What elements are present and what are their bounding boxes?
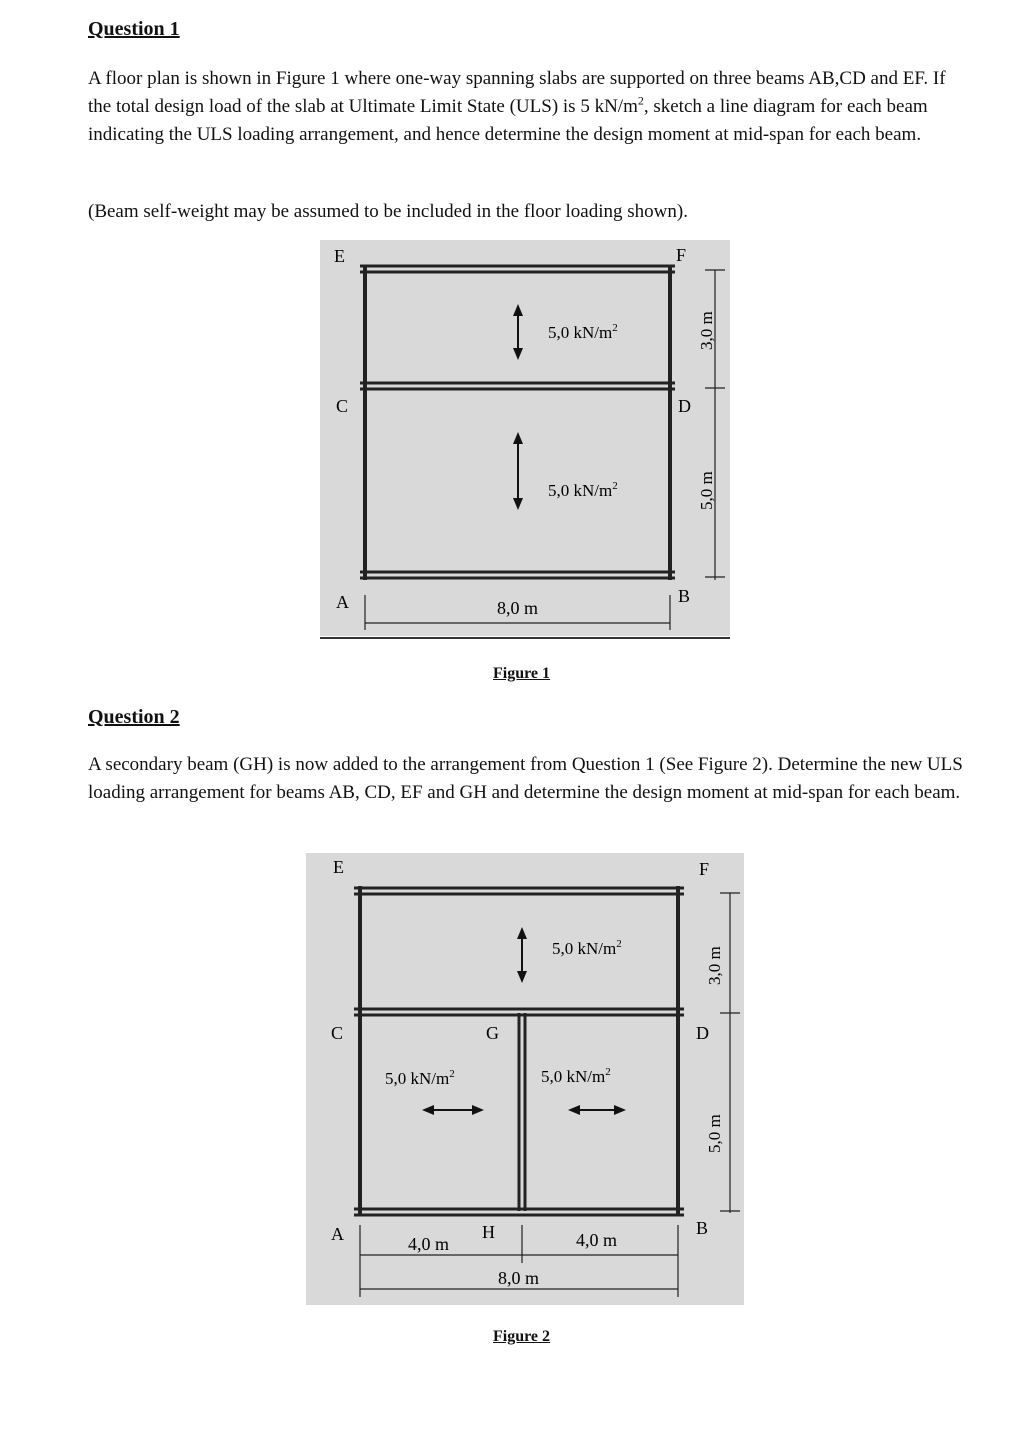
load-label-left: 5,0 $kN/m^2$ <box>385 1068 455 1088</box>
label-a: A <box>331 1224 344 1244</box>
label-e: E <box>333 857 344 877</box>
question-2-text: A secondary beam (GH) is now added to the arrangement from Question 1 (See Figure 2). Determine the new ULS loading arrangement for beams AB, CD, EF and GH and determine the design moment at mid-span for each beam. <box>88 754 963 803</box>
label-g: G <box>486 1023 499 1043</box>
label-f: F <box>699 859 710 879</box>
dim-4m-right: 4,0 m <box>576 1230 618 1250</box>
label-e: E <box>334 246 345 266</box>
load-label-right: 5,0 $kN/m^2$ <box>541 1066 611 1086</box>
q1-text-part1: A floor plan is shown in Figure 1 where one-way spanning slabs are supported on three beams AB,CD and EF. If the total design load of the slab at Ultimate Limit State (ULS) is 5 kN/m <box>88 68 946 117</box>
q1-text-part2: , sketch a line diagram for each beam indicating the ULS loading arrangement, and hence determine the design moment at mid-span for each beam. <box>88 96 928 145</box>
label-d: D <box>696 1023 709 1043</box>
dim-8m: 8,0 m <box>497 598 539 618</box>
q1-text-sup: 2 <box>637 93 644 108</box>
question-1-text <box>88 65 968 149</box>
label-c: C <box>331 1023 344 1043</box>
dim-4m-left: 4,0 m <box>408 1234 450 1254</box>
label-d: D <box>678 396 691 416</box>
label-a: A <box>336 592 349 612</box>
question-1-note: (Beam self-weight may be assumed to be included in the floor loading shown). <box>88 201 688 222</box>
figure-2-drawing <box>306 853 744 1305</box>
label-f: F <box>676 245 687 265</box>
label-c: C <box>336 396 349 416</box>
label-b: B <box>696 1218 709 1238</box>
dim-5m: 5,0 m <box>697 471 716 510</box>
dim-3m: 3,0 m <box>697 311 716 350</box>
dim-5m: 5,0 m <box>705 1114 724 1153</box>
figure-1-caption: Figure 1 <box>493 665 551 682</box>
figure-1-drawing <box>320 240 730 640</box>
load-label-bottom: 5,0 $kN/m^2$ <box>548 480 618 500</box>
figure-1 <box>320 240 730 640</box>
load-label-top: 5,0 $kN/m^2$ <box>548 322 618 342</box>
figure-2 <box>306 853 744 1305</box>
question-2-heading: Question 2 <box>88 706 180 728</box>
figure-2-caption: Figure 2 <box>493 1328 551 1345</box>
dim-3m: 3,0 m <box>705 946 724 985</box>
question-1-heading: Question 1 <box>88 18 180 40</box>
label-h: H <box>482 1222 495 1242</box>
label-b: B <box>678 586 691 606</box>
dim-8m: 8,0 m <box>498 1268 540 1288</box>
load-label-top: 5,0 $kN/m^2$ <box>552 938 622 958</box>
